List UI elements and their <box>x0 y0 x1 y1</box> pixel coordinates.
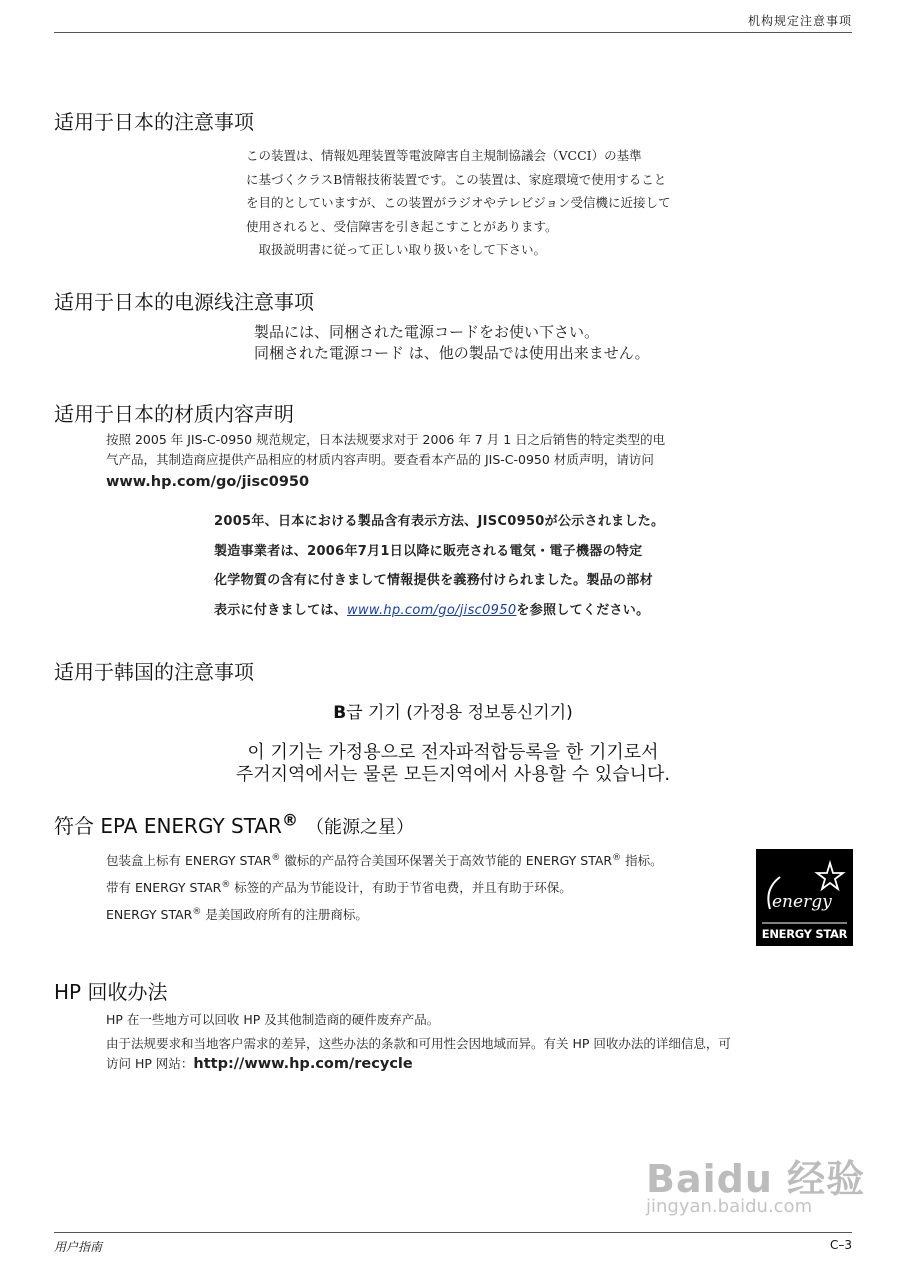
material-description <box>106 430 665 492</box>
recycle-url-prefix: 访问 HP 网站： <box>106 1056 194 1071</box>
jisc-url-link[interactable]: www.hp.com/go/jisc0950 <box>106 474 310 490</box>
recycle-text <box>106 1010 731 1074</box>
vcci-line: を目的としていますが、この装置がラジオやテレビジョン受信機に近接して <box>246 195 671 210</box>
energy-star-paragraph <box>106 846 663 873</box>
energy-star-logo-label: ENERGY STAR <box>761 927 848 941</box>
energy-star-text <box>106 846 663 927</box>
energy-star-heading-suffix: （能源之星） <box>305 817 414 838</box>
power-cord-line: 製品には、同梱された電源コードをお使い下さい。 <box>254 323 600 341</box>
registered-mark: ® <box>192 907 202 918</box>
text-run: 是美国政府所有的注册商标。 <box>201 907 368 923</box>
heading-energy-star <box>54 810 414 839</box>
text-run: ENERGY STAR <box>106 907 193 923</box>
jisc-declaration <box>214 507 664 625</box>
korea-class-title <box>0 698 906 723</box>
recycle-paragraph: HP 在一些地方可以回收 HP 及其他制造商的硬件废弃产品。 <box>106 1012 440 1027</box>
vcci-line: 取扱説明書に従って正しい取り扱いをして下さい。 <box>246 242 547 257</box>
running-footer-title: 用户指南 <box>54 1240 103 1254</box>
energy-star-paragraph <box>106 900 663 927</box>
text-run: 标签的产品为节能设计，有助于节省电费，并且有助于环保。 <box>230 880 572 896</box>
registered-mark: ® <box>612 853 622 863</box>
energy-star-paragraph <box>106 873 663 900</box>
baidu-watermark: Baidu 经验 <box>646 1157 866 1201</box>
text-run: 指标。 <box>621 853 663 869</box>
power-cord-line: 同梱された電源コード は、他の製品では使用出来ません。 <box>254 344 650 362</box>
korea-line: 주거지역에서는 물론 모든지역에서 사용할 수 있습니다. <box>235 764 671 785</box>
recycle-url-link[interactable]: http://www.hp.com/recycle <box>193 1056 413 1072</box>
heading-japan-material: 适用于日本的材质内容声明 <box>54 402 294 426</box>
text-run: 徽标的产品符合美国环保署关于高效节能的 ENERGY STAR <box>280 853 613 869</box>
korea-class-letter: B <box>333 703 347 723</box>
header-rule <box>54 32 852 33</box>
jisc-inline-link[interactable]: www.hp.com/go/jisc0950 <box>347 602 517 618</box>
heading-korea: 适用于韩国的注意事项 <box>54 660 254 684</box>
energy-script: energy <box>772 892 832 912</box>
jisc-line: 2005年、日本における製品含有表示方法、JISC0950が公示されました。 <box>214 514 665 529</box>
page-number: C–3 <box>829 1238 852 1252</box>
material-line: 气产品，其制造商应提供产品相应的材质内容声明。要查看本产品的 JIS-C-0950 材质声明，请访问 <box>106 452 654 467</box>
vcci-notice <box>246 144 671 262</box>
korea-line: 이 기기는 가정용으로 전자파적합등록을 한 기기로서 <box>247 742 659 763</box>
registered-mark: ® <box>271 853 281 863</box>
power-cord-notice <box>254 322 650 364</box>
vcci-line: に基づくクラスB情報技術装置です。この装置は、家庭環境で使用すること <box>246 171 667 187</box>
jisc-line: 製造事業者は、2006年7月1日以降に販売される電気・電子機器の特定 <box>214 543 643 559</box>
heading-recycle: HP 回收办法 <box>54 980 168 1004</box>
material-line: 按照 2005 年 JIS-C-0950 规范规定，日本法规要求对于 2006 年 7 月 1 日之后销售的特定类型的电 <box>106 432 666 447</box>
baidu-watermark-url: jingyan.baidu.com <box>646 1196 813 1217</box>
heading-japan-notice: 适用于日本的注意事项 <box>54 110 254 134</box>
recycle-paragraph: 由于法规要求和当地客户需求的差异，这些办法的条款和可用性会因地域而异。有关 HP 回收办法的详细信息，可 <box>106 1036 731 1051</box>
jisc-last-suffix: を参照してください。 <box>516 602 650 618</box>
registered-mark: ® <box>221 880 231 891</box>
registered-mark: ® <box>281 810 298 830</box>
heading-japan-power: 适用于日本的电源线注意事项 <box>54 290 314 314</box>
korea-class-text: 급 기기 (가정용 정보통신기기) <box>346 703 573 723</box>
energy-star-heading-main: 符合 EPA ENERGY STAR <box>54 814 282 838</box>
text-run: 带有 ENERGY STAR <box>106 880 222 896</box>
jisc-line: 化学物質の含有に付きまして情報提供を義務付けられました。製品の部材 <box>214 573 653 588</box>
jisc-last-prefix: 表示に付きましては、 <box>214 602 348 618</box>
running-header: 机构规定注意事项 <box>747 14 852 28</box>
vcci-line: この装置は、情報処理装置等電波障害自主規制協議会（VCCI）の基準 <box>246 148 642 163</box>
jisc-line <box>214 596 664 626</box>
recycle-paragraph <box>106 1054 731 1074</box>
vcci-line: 使用されると、受信障害を引き起こすことがあります。 <box>246 218 558 234</box>
text-run: 包装盒上标有 ENERGY STAR <box>106 853 272 869</box>
footer-rule <box>54 1232 852 1233</box>
